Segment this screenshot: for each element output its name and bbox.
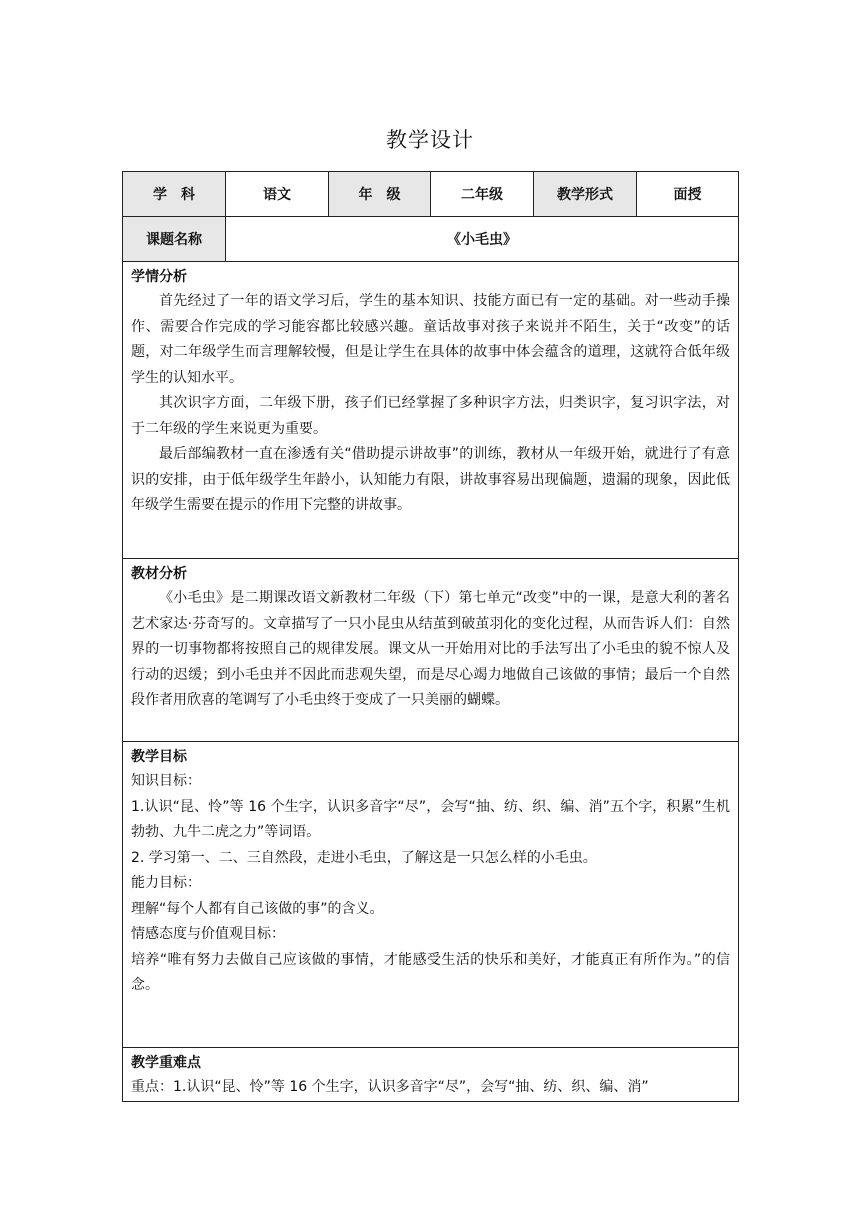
key-points-section <box>123 1048 739 1102</box>
header-row <box>123 172 739 217</box>
grade-value: 二年级 <box>431 172 534 217</box>
emotion-goals-label: 情感态度与价值观目标： <box>131 926 285 942</box>
textbook-analysis-section <box>123 559 739 742</box>
lesson-plan-table <box>122 171 739 1102</box>
knowledge-goal-item: 1.认识“昆、怜”等 16 个生字，认识多音字“尽”，会写“抽、纺、织、编、消”五个字，积累”生机勃勃、九牛二虎之力”等词语。 <box>131 798 730 840</box>
teaching-form-label: 教学形式 <box>534 172 637 217</box>
learner-analysis-section <box>123 262 739 559</box>
subject-value: 语文 <box>226 172 329 217</box>
ability-goal-item: 理解“每个人都有自己该做的事”的含义。 <box>131 900 384 917</box>
knowledge-goals-label: 知识目标： <box>131 773 201 789</box>
teaching-form-value: 面授 <box>637 172 739 217</box>
teaching-goals-title: 教学目标 <box>131 749 187 765</box>
learner-analysis-title: 学情分析 <box>131 269 187 285</box>
ability-goals-label: 能力目标： <box>131 875 201 891</box>
grade-label: 年 级 <box>329 172 431 217</box>
teaching-goals-section <box>123 742 739 1048</box>
course-row <box>123 217 739 262</box>
textbook-analysis-paragraph: 《小毛虫》是二期课改语文新教材二年级（下）第七单元“改变”中的一课，是意大利的著名艺术家达·芬奇写的。文章描写了一只小昆虫从结茧到破茧羽化的变化过程，从而告诉人们：自然界的一切事物都将按照自己的规律发展。课文从一开始用对比的手法写出了小毛虫的貌不惊人及行动的迟缓；到小毛虫并不因此而悲观失望，而是尽心竭力地做自己该做的事情；最后一个自然段作者用欣喜的笔调写了小毛虫终于变成了一只美丽的蝴蝶。 <box>131 590 730 708</box>
document-title: 教学设计 <box>386 128 474 152</box>
course-name-label: 课题名称 <box>123 217 226 262</box>
emotion-goal-item: 培养“唯有努力去做自己应该做的事情，才能感受生活的快乐和美好，才能真正有所作为。”的信念。 <box>131 951 730 993</box>
course-name-value: 《小毛虫》 <box>226 217 739 262</box>
learner-analysis-paragraph: 其次识字方面，二年级下册，孩子们已经掌握了多种识字方法，归类识字，复习识字法，对于二年级的学生来说更为重要。 <box>131 395 730 437</box>
textbook-analysis-title: 教材分析 <box>131 566 187 582</box>
key-points-title: 教学重难点 <box>131 1055 201 1071</box>
key-points-line: 重点：1.认识“昆、怜”等 16 个生字，认识多音字“尽”，会写“抽、纺、织、编、消” <box>131 1079 649 1095</box>
learner-analysis-paragraph: 首先经过了一年的语文学习后，学生的基本知识、技能方面已有一定的基础。对一些动手操作、需要合作完成的学习能容都比较感兴趣。童话故事对孩子来说并不陌生，关于“改变”的话题，对二年级学生而言理解较慢，但是让学生在具体的故事中体会蕴含的道理，这就符合低年级学生的认知水平。 <box>131 293 730 386</box>
knowledge-goal-item: 2. 学习第一、二、三自然段，走进小毛虫，了解这是一只怎么样的小毛虫。 <box>131 849 597 866</box>
learner-analysis-paragraph: 最后部编教材一直在渗透有关“借助提示讲故事”的训练，教材从一年级开始，就进行了有意识的安排，由于低年级学生年龄小，认知能力有限，讲故事容易出现偏题，遗漏的现象，因此低年级学生需要在提示的作用下完整的讲故事。 <box>131 446 730 513</box>
subject-label: 学 科 <box>123 172 226 217</box>
